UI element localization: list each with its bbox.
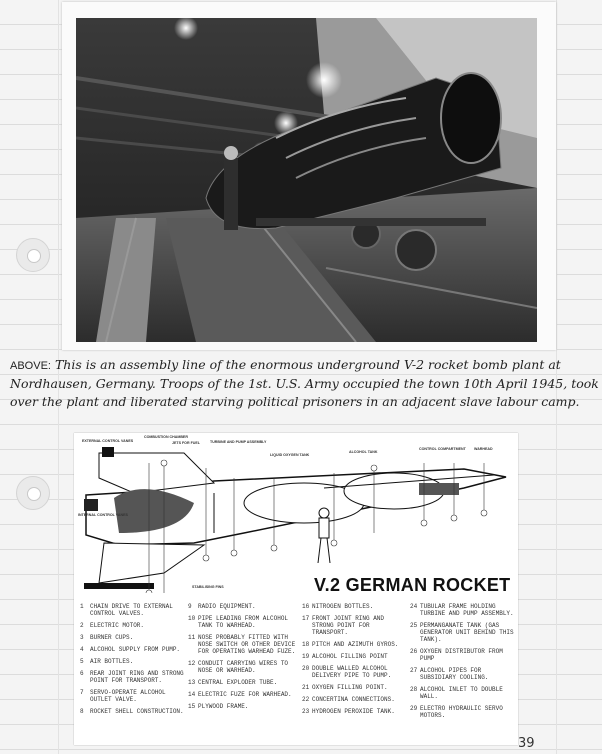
legend-item: 6 REAR JOINT RING AND STRONG POINT FOR TRANSPORT.: [80, 670, 184, 684]
v2-cutaway-diagram: [74, 433, 518, 745]
legend-column-4: [410, 603, 516, 724]
legend-item: 14 ELECTRIC FUZE FOR WARHEAD.: [188, 691, 292, 698]
legend-item: 1 CHAIN DRIVE TO EXTERNAL CONTROL VALVES.: [80, 603, 173, 617]
legend-item: 3 BURNER CUPS.: [80, 634, 134, 641]
label-alcohol-tank: ALCOHOL TANK: [349, 450, 378, 454]
legend-item: 10 PIPE LEADING FROM ALCOHOL TANK TO WARHEAD.: [188, 615, 289, 629]
legend-item: 20 DOUBLE WALLED ALCOHOL DELIVERY PIPE TO PUMP.: [302, 665, 392, 679]
legend-item: 29 ELECTRO HYDRAULIC SERVO MOTORS.: [410, 705, 503, 719]
factory-photo: [76, 18, 537, 342]
legend-item: 12 CONDUIT CARRYING WIRES TO NOSE OR WARHEAD.: [188, 660, 289, 674]
legend-item: 21 OXYGEN FILLING POINT.: [302, 684, 388, 691]
page-number: 39: [518, 736, 535, 751]
legend-item: 16 NITROGEN BOTTLES.: [302, 603, 374, 610]
legend-item: 15 PLYWOOD FRAME.: [188, 703, 249, 710]
legend-item: 26 OXYGEN DISTRIBUTOR FROM PUMP: [410, 648, 503, 662]
legend-item: 28 ALCOHOL INLET TO DOUBLE WALL.: [410, 686, 503, 700]
legend-item: 8 ROCKET SHELL CONSTRUCTION.: [80, 708, 184, 715]
legend-item: 17 FRONT JOINT RING AND STRONG POINT FOR TRANSPORT.: [302, 615, 385, 636]
legend-item: 22 CONCERTINA CONNECTIONS.: [302, 696, 395, 703]
label-oxygen-tank: LIQUID OXYGEN TANK: [270, 453, 310, 457]
legend-item: 11 NOSE PROBABLY FITTED WITH NOSE SWITCH OR OTHER DEVICE FOR OPERATING WARHEAD FUZE.: [188, 634, 296, 655]
caption-text: This is an assembly line of the enormous underground V-2 rocket bomb plant at Nordhausen, Germany. Troops of the 1st. U.S. Army occupied the town 10th April 1945, took over the plant and liberated starving political prisoners in an adjacent slave labour camp.: [10, 357, 599, 409]
label-stabilising-fins: STABILISING FINS: [192, 585, 224, 589]
handwritten-caption: [10, 356, 600, 411]
diagram-title: V.2 GERMAN ROCKET: [314, 575, 511, 595]
legend-column-2: [188, 603, 296, 715]
legend-item: 5 AIR BOTTLES.: [80, 658, 134, 665]
caption-label: ABOVE:: [10, 360, 51, 372]
legend-item: 4 ALCOHOL SUPPLY FROM PUMP.: [80, 646, 181, 653]
legend-column-1: [80, 603, 184, 720]
legend-item: 13 CENTRAL EXPLODER TUBE.: [188, 679, 278, 686]
label-combustion-chamber: COMBUSTION CHAMBER: [144, 435, 188, 439]
legend-item: 27 ALCOHOL PIPES FOR SUBSIDIARY COOLING.: [410, 667, 489, 681]
label-external-vanes: EXTERNAL CONTROL VANES: [82, 439, 134, 443]
legend-item: 24 TUBULAR FRAME HOLDING TURBINE AND PUMP ASSEMBLY.: [410, 603, 514, 617]
label-internal-vanes: INTERNAL CONTROL VANES: [78, 513, 128, 517]
legend-item: 18 PITCH AND AZIMUTH GYROS.: [302, 641, 399, 648]
legend-item: 2 ELECTRIC MOTOR.: [80, 622, 145, 629]
label-fuel-jets: JETS FOR FUEL: [172, 441, 200, 445]
label-control-compartment: CONTROL COMPARTMENT: [419, 447, 466, 451]
soldier-scale-figure: [318, 508, 330, 563]
legend-column-3: [302, 603, 406, 720]
legend-item: 19 ALCOHOL FILLING POINT: [302, 653, 388, 660]
binder-ring-hole-top: [16, 238, 50, 272]
label-turbine: TURBINE AND PUMP ASSEMBLY: [210, 440, 267, 444]
legend-item: 23 HYDROGEN PEROXIDE TANK.: [302, 708, 395, 715]
rocket-cutaway-drawing: [74, 433, 518, 593]
binder-ring-hole-bottom: [16, 476, 50, 510]
legend-item: 25 PERMANGANATE TANK (GAS GENERATOR UNIT BEHIND THIS TANK).: [410, 622, 514, 643]
legend-item: 9 RADIO EQUIPMENT.: [188, 603, 256, 610]
label-warhead: WARHEAD: [474, 447, 493, 451]
legend-item: 7 SERVO-OPERATE ALCOHOL OUTLET VALVE.: [80, 689, 166, 703]
